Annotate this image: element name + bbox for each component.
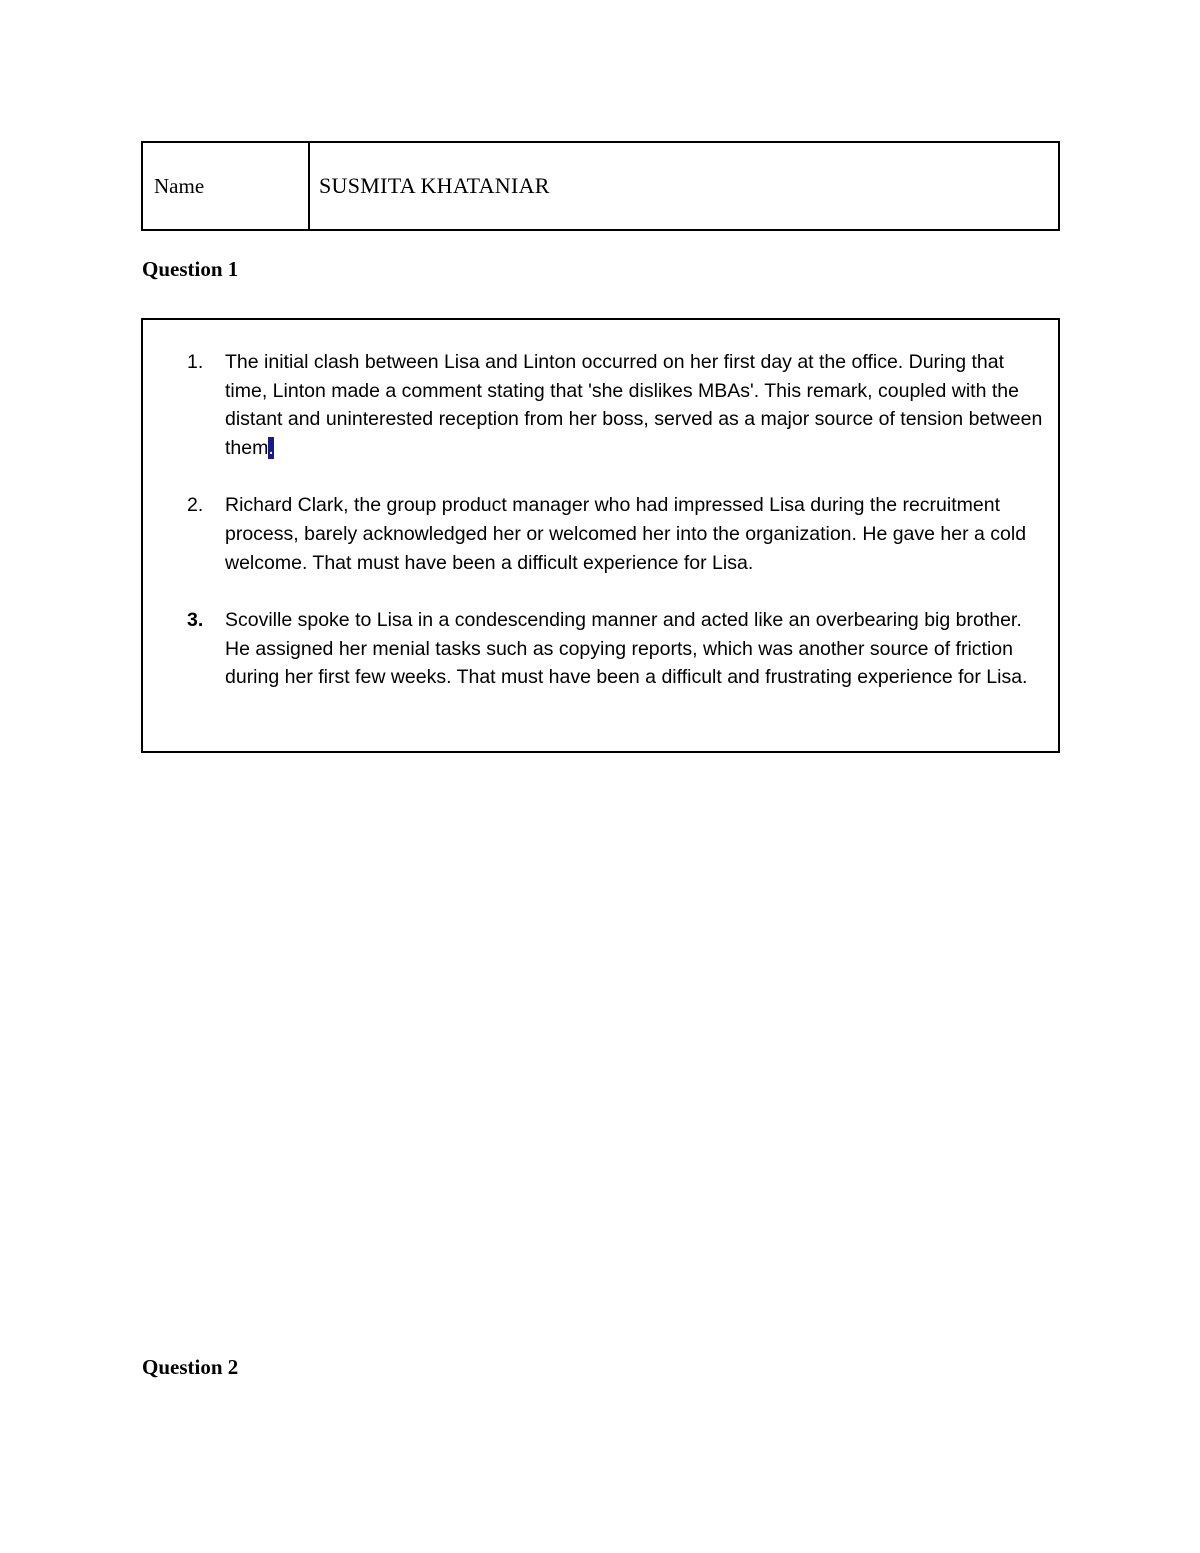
question-2-heading: Question 2 bbox=[142, 1355, 239, 1379]
question-1-heading: Question 1 bbox=[142, 257, 239, 281]
list-item bbox=[187, 491, 1047, 577]
list-item-text: The initial clash between Lisa and Linton occurred on her first day at the office. During that time, Linton made a comment stating that 'she dislikes MBAs'. This remark, coupled with the distant and uninterested reception from her boss, served as a major source of tension between them bbox=[225, 351, 1043, 460]
answer-box bbox=[141, 318, 1060, 753]
list-item-text: Scoville spoke to Lisa in a condescending manner and acted like an overbearing big brother. He assigned her menial tasks such as copying reports, which was another source of friction during her first few weeks. That must have been a difficult and frustrating experience for Lisa. bbox=[225, 608, 1028, 689]
name-value: SUSMITA KHATANIAR bbox=[319, 173, 550, 198]
list-item-number: 3. bbox=[187, 608, 204, 631]
answer-list bbox=[187, 348, 1047, 721]
name-table bbox=[141, 141, 1060, 231]
list-item bbox=[187, 348, 1047, 463]
list-item-number: 1. bbox=[187, 351, 204, 373]
text-cursor-selection[interactable]: . bbox=[268, 437, 274, 460]
list-item-text: Richard Clark, the group product manager who had impressed Lisa during the recruitment process, barely acknowledged her or welcomed her into the organization. He gave her a cold welcome. That must have been a difficult experience for Lisa. bbox=[225, 494, 1027, 574]
list-item-number: 2. bbox=[187, 494, 204, 517]
name-label: Name bbox=[143, 143, 310, 229]
list-item bbox=[187, 606, 1047, 692]
